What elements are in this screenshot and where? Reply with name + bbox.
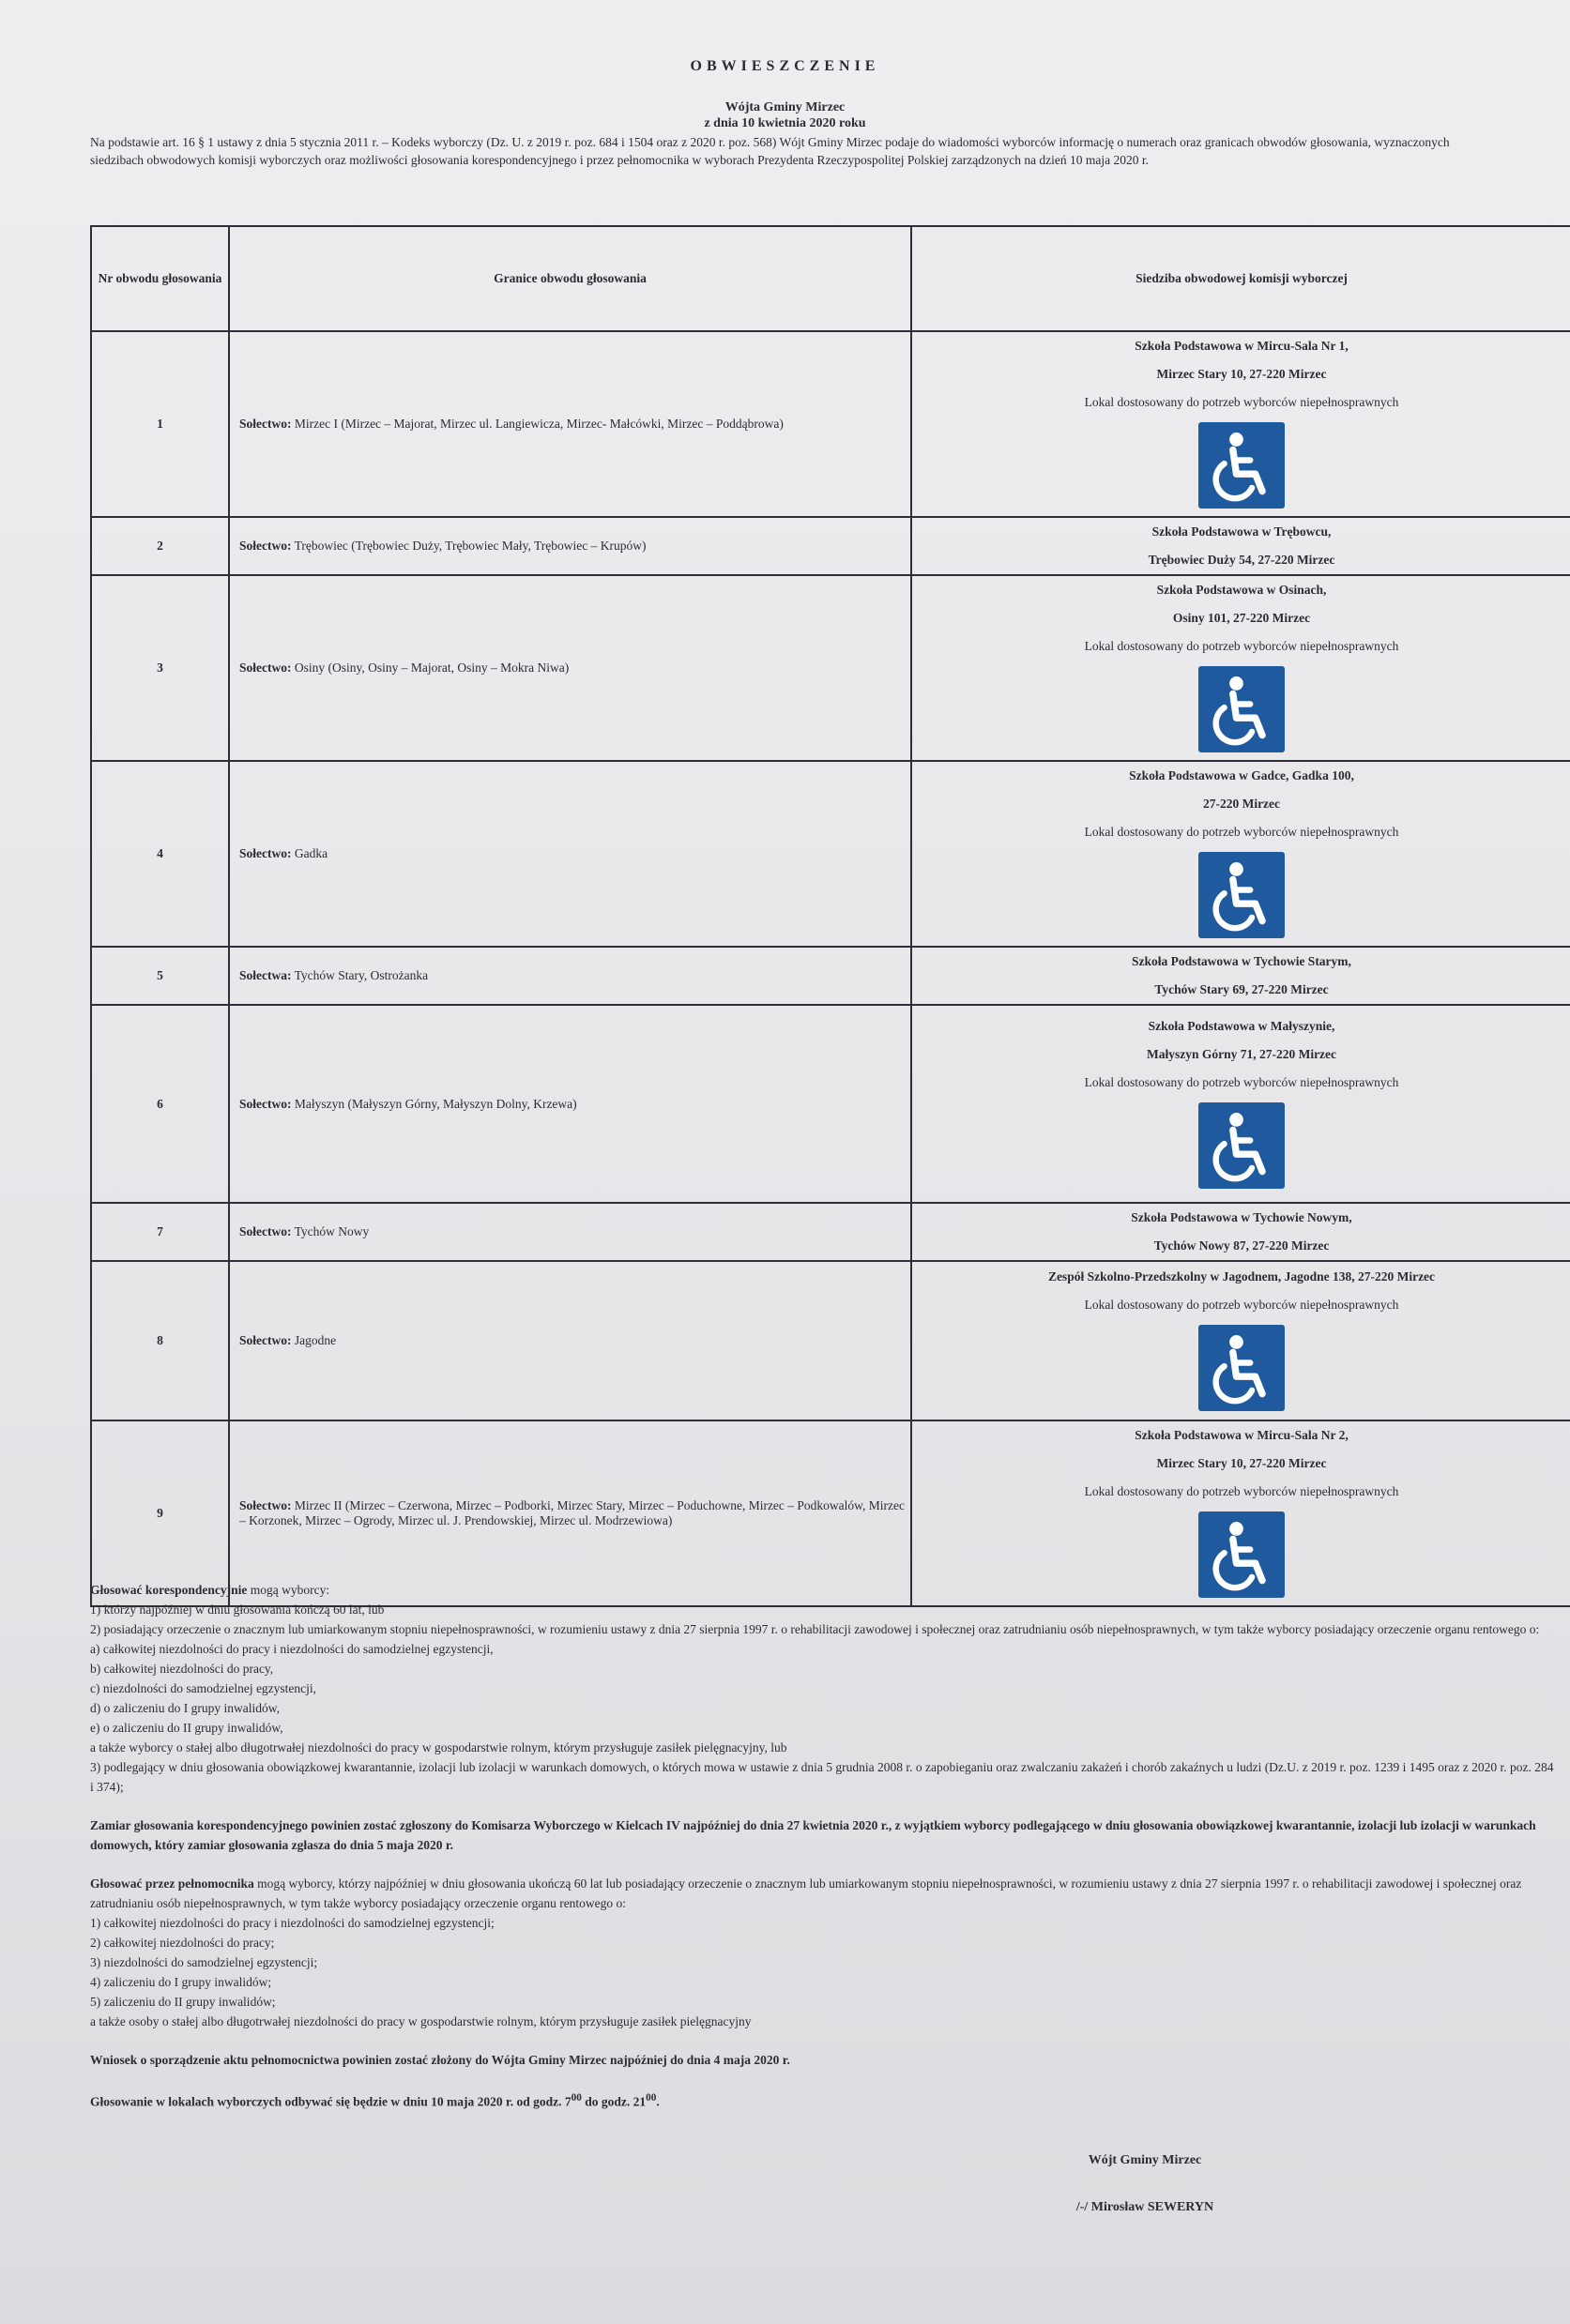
commission-seat [911,947,1570,1005]
district-boundaries [229,331,911,517]
pel-item-1: 1) całkowitej niezdolności do pracy i niezdolności do samodzielnej egzystencji; [90,1916,495,1930]
seat-address: Mirzec Stary 10, 27-220 Mirzec [1156,367,1327,381]
seat-name: Szkoła Podstawowa w Mircu-Sala Nr 2, [1135,1428,1349,1442]
table-row [91,517,1570,575]
solectwo-label: Sołectwo: [239,1224,292,1238]
boundaries-text: Gadka [294,846,328,860]
commission-seat [911,761,1570,947]
seat-name: Szkoła Podstawowa w Mircu-Sala Nr 1, [1135,339,1349,353]
district-boundaries [229,1005,911,1203]
footer-text [90,1580,1554,2112]
commission-seat [911,331,1570,517]
table-row [91,1420,1570,1606]
boundaries-text: Tychów Nowy [294,1224,370,1238]
seat-name: Szkoła Podstawowa w Małyszynie, [1148,1018,1335,1033]
signature-role: Wójt Gminy Mirzec [1088,2153,1202,2167]
table-row [91,1005,1570,1203]
solectwo-label: Sołectwo: [239,846,292,860]
solectwo-label: Sołectwo: [239,539,292,553]
boundaries-text: Osiny (Osiny, Osiny – Majorat, Osiny – Mokra Niwa) [294,661,570,675]
kor-item-a: a) całkowitej niezdolności do pracy i niezdolności do samodzielnej egzystencji, [90,1642,494,1656]
seat-name: Szkoła Podstawowa w Gadce, Gadka 100, [1129,768,1354,782]
kor-item-3: 3) podlegający w dniu głosowania obowiązkowej kwarantannie, izolacji lub izolacji w warunkach domowych, o których mowa w ustawie z dnia 5 grudnia 2008 r. o zapobieganiu oraz zwalczaniu zakażeń i chorób zakaźnych u ludzi (Dz.U. z 2019 r. poz. 1239 i 1495 oraz z 2020 r. poz. 284 i 374); [90,1760,1554,1794]
district-number: 7 [91,1203,229,1261]
district-number: 2 [91,517,229,575]
accessible-note: Lokal dostosowany do potrzeb wyborców niepełnosprawnych [1084,639,1399,653]
commission-seat [911,1005,1570,1203]
kor-item-e: e) o zaliczeniu do II grupy inwalidów, [90,1721,283,1735]
pel-item-6: a także osoby o stałej albo długotrwałej niezdolności do pracy w gospodarstwie rolnym, którym przysługuje zasiłek pielęgnacyjny [90,2014,752,2028]
seat-address: Tychów Nowy 87, 27-220 Mirzec [1153,1238,1330,1253]
kor-item-b: b) całkowitej niezdolności do pracy, [90,1662,274,1676]
header-siedziba: Siedziba obwodowej komisji wyborczej [911,226,1570,331]
subtitle-date: z dnia 10 kwietnia 2020 roku [704,116,866,130]
kor-item-2: 2) posiadający orzeczenie o znacznym lub umiarkowanym stopniu niepełnosprawności, w rozumieniu ustawy z dnia 27 sierpnia 1997 r. o rehabilitacji zawodowej i społecznej oraz zatrudnianiu osób niepełnosprawnych, w tym także wyborcy posiadający orzeczenie organu rentowego o: [90,1622,1540,1636]
table-row [91,1203,1570,1261]
accessible-note: Lokal dostosowany do potrzeb wyborców niepełnosprawnych [1084,825,1399,839]
pel-item-5: 5) zaliczeniu do II grupy inwalidów; [90,1995,276,2009]
district-boundaries [229,1261,911,1420]
solectwo-label: Sołectwo: [239,661,292,675]
kor-item-d: d) o zaliczeniu do I grupy inwalidów, [90,1701,280,1715]
district-number: 5 [91,947,229,1005]
district-boundaries [229,1203,911,1261]
subtitle-author: Wójta Gminy Mirzec [724,100,846,114]
wheelchair-icon [1198,1325,1285,1411]
seat-address: Osiny 101, 27-220 Mirzec [1172,611,1311,625]
district-number: 4 [91,761,229,947]
signature-name: /-/ Mirosław SEWERYN [1075,2200,1214,2214]
district-boundaries [229,947,911,1005]
solectwo-label: Sołectwo: [239,1498,292,1512]
table-row [91,947,1570,1005]
table-body [91,331,1570,1606]
district-boundaries [229,517,911,575]
district-number: 3 [91,575,229,761]
wheelchair-icon [1198,852,1285,938]
boundaries-text: Małyszyn (Małyszyn Górny, Małyszyn Dolny, Krzewa) [294,1096,577,1111]
boundaries-text: Jagodne [294,1333,337,1347]
pel-item-2: 2) całkowitej niezdolności do pracy; [90,1936,275,1950]
district-boundaries [229,575,911,761]
table-row [91,1261,1570,1420]
accessible-note: Lokal dostosowany do potrzeb wyborców niepełnosprawnych [1084,395,1399,409]
accessible-note: Lokal dostosowany do potrzeb wyborców niepełnosprawnych [1084,1074,1399,1089]
intro-paragraph: Na podstawie art. 16 § 1 ustawy z dnia 5 stycznia 2011 r. – Kodeks wyborczy (Dz. U. z 2019 r. poz. 684 i 1504 oraz z 2020 r. poz. 568) Wójt Gminy Mirzec podaje do wiadomości wyborców informację o numerach oraz granicach obwodów głosowania, wyznaczonych siedzibach obwodowych komisji wyborczych oraz możliwości głosowania korespondencyjnego i przez pełnomocnika w wyborach Prezydenta Rzeczypospolitej Polskiej zarządzonych na dzień 10 maja 2020 r. [90,135,1450,167]
district-boundaries [229,1420,911,1606]
seat-address: Małyszyn Górny 71, 27-220 Mirzec [1146,1046,1337,1061]
commission-seat [911,575,1570,761]
table-row [91,761,1570,947]
document-title: OBWIESZCZENIE [690,58,880,74]
voting-hours: Głosowanie w lokalach wyborczych odbywać się będzie w dniu 10 maja 2020 r. od godz. $7^{00}$ do godz. $21^{00}$. [90,2092,660,2109]
accessible-note: Lokal dostosowany do potrzeb wyborców niepełnosprawnych [1084,1298,1399,1312]
kor-item-f: a także wyborcy o stałej albo długotrwałej niezdolności do pracy w gospodarstwie rolnym, którym przysługuje zasiłek pielęgnacyjny, lub [90,1740,787,1754]
zamiar-paragraph: Zamiar głosowania korespondencyjnego powinien zostać zgłoszony do Komisarza Wyborczego w Kielcach IV najpóźniej do dnia 27 kwietnia 2020 r., z wyjątkiem wyborcy podlegającego w dniu głosowania obowiązkowej kwarantannie, izolacji lub izolacji w warunkach domowych, który zamiar głosowania zgłasza do dnia 5 maja 2020 r. [90,1818,1536,1852]
boundaries-text: Mirzec I (Mirzec – Majorat, Mirzec ul. Langiewicza, Mirzec- Małcówki, Mirzec – Poddąbrowa) [294,417,784,431]
kor-heading: Głosować korespondencyjnie mogą wyborcy: [90,1583,330,1597]
seat-address: Mirzec Stary 10, 27-220 Mirzec [1156,1456,1327,1470]
district-boundaries [229,761,911,947]
district-number: 6 [91,1005,229,1203]
seat-address: Trębowiec Duży 54, 27-220 Mirzec [1148,553,1335,567]
district-number: 1 [91,331,229,517]
commission-seat [911,1203,1570,1261]
seat-name: Szkoła Podstawowa w Tychowie Nowym, [1131,1210,1352,1224]
solectwo-label: Sołectwa: [239,968,292,982]
seat-address: Tychów Stary 69, 27-220 Mirzec [1154,982,1329,996]
wheelchair-icon [1198,1102,1285,1189]
seat-name: Szkoła Podstawowa w Trębowcu, [1151,524,1332,539]
solectwo-label: Sołectwo: [239,1096,292,1111]
table-row [91,575,1570,761]
kor-item-1: 1) którzy najpóźniej w dniu głosowania kończą 60 lat, lub [90,1602,385,1617]
solectwo-label: Sołectwo: [239,1333,292,1347]
seat-name: Szkoła Podstawowa w Osinach, [1156,583,1327,597]
pel-item-4: 4) zaliczeniu do I grupy inwalidów; [90,1975,272,1989]
district-number: 8 [91,1261,229,1420]
boundaries-text: Tychów Stary, Ostrożanka [294,968,429,982]
wheelchair-icon [1198,666,1285,752]
accessible-note: Lokal dostosowany do potrzeb wyborców niepełnosprawnych [1084,1484,1399,1498]
header-granice: Granice obwodu głosowania [229,226,911,331]
boundaries-text: Trębowiec (Trębowiec Duży, Trębowiec Mały, Trębowiec – Krupów) [294,539,647,553]
wniosek-paragraph: Wniosek o sporządzenie aktu pełnomocnictwa powinien zostać złożony do Wójta Gminy Mirzec najpóźniej do dnia 4 maja 2020 r. [90,2053,790,2067]
solectwo-label: Sołectwo: [239,417,292,431]
districts-table [90,225,1570,1607]
seat-name: Szkoła Podstawowa w Tychowie Starym, [1132,954,1351,968]
commission-seat [911,1261,1570,1420]
boundaries-text: Mirzec II (Mirzec – Czerwona, Mirzec – Podborki, Mirzec Stary, Mirzec – Poduchowne, Mirzec – Podkowalów, Mirzec – Korzonek, Mirzec – Ogrody, Mirzec ul. J. Prendowskiej, Mirzec ul. Modrzewiowa) [239,1498,906,1527]
district-number: 9 [91,1420,229,1606]
pel-item-3: 3) niezdolności do samodzielnej egzystencji; [90,1955,318,1969]
table-header-row [91,226,1570,331]
seat-name: Zespół Szkolno-Przedszkolny w Jagodnem, Jagodne 138, 27-220 Mirzec [1047,1269,1436,1284]
commission-seat [911,1420,1570,1606]
table-row [91,331,1570,517]
header-nr: Nr obwodu głosowania [91,226,229,331]
kor-item-c: c) niezdolności do samodzielnej egzystencji, [90,1681,317,1695]
pel-heading: Głosować przez pełnomocnika mogą wyborcy, którzy najpóźniej w dniu głosowania ukończą 60 lat lub posiadający orzeczenie o znacznym lub umiarkowanym stopniu niepełnosprawności, w rozumieniu ustawy z dnia 27 sierpnia 1997 r. o rehabilitacji zawodowej i społecznej oraz zatrudnianiu osób niepełnosprawnych, w tym także wyborcy posiadający orzeczenie organu rentowego o: [90,1876,1522,1910]
document-subtitle [0,99,1570,131]
wheelchair-icon [1198,422,1285,509]
commission-seat [911,517,1570,575]
seat-address: 27-220 Mirzec [1202,797,1281,811]
